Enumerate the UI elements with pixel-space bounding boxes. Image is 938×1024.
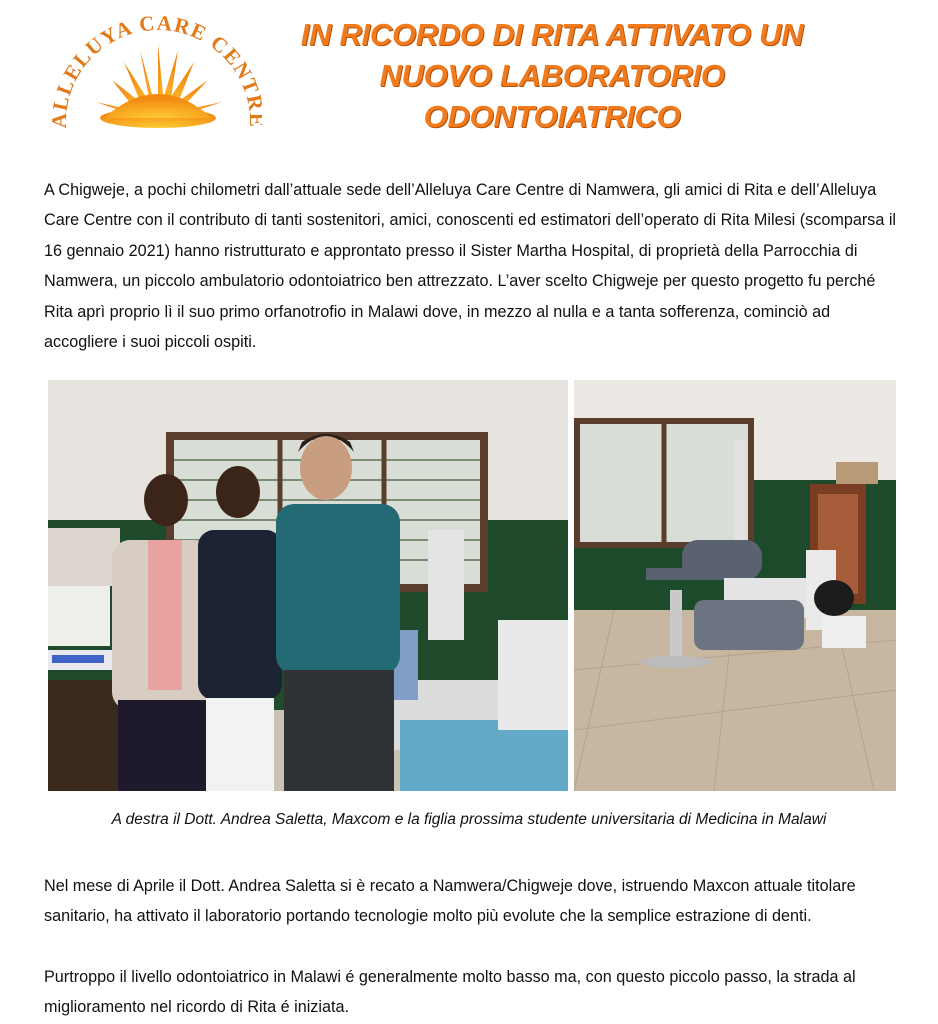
body-paragraph-1: Nel mese di Aprile il Dott. Andrea Saletta si è recato a Namwera/Chigweje dove, istruendo Maxcon attuale titolare sanitario, ha attivato il laboratorio portando tecnologie molto più evolute che la semplice estrazione di denti. <box>44 877 856 926</box>
photo-caption: A destra il Dott. Andrea Saletta, Maxcom e la figlia prossima studente universitaria di Medicina in Malawi <box>111 811 827 828</box>
page-title <box>262 14 842 137</box>
photo-dental-room <box>574 380 896 791</box>
svg-text:ALLELUYA CARE CENTRE: LELUYA CARE CENT <box>52 10 262 99</box>
sun-logo-icon <box>52 10 262 132</box>
photo-staff-portrait <box>48 380 568 791</box>
intro-paragraph: A Chigweje, a pochi chilometri dall’attuale sede dell’Alleluya Care Centre di Namwera, gli amici di Rita e dell’Alleluya Care Centre con il contributo di tanti sostenitori, amici, conoscenti ed estimatori dell’operato di Rita Milesi (scomparsa il 16 gennaio 2021) hanno ristrutturato e approntato presso il Sister Martha Hospital, di proprietà della Parrocchia di Namwera, un piccolo ambulatorio odontoiatrico ben attrezzato. L’aver scelto Chigweje per questo progetto fu perché Rita aprì proprio lì il suo primo orfanotrofio in Malawi dove, in mezzo al nulla e a tanta sofferenza, cominciò ad accogliere i suoi piccoli ospiti. <box>44 181 897 352</box>
title-line-3: ODONTOIATRICO <box>423 99 681 134</box>
body-paragraph-2: Purtroppo il livello odontoiatrico in Malawi é generalmente molto basso ma, con questo piccolo passo, la strada al miglioramento nel ricordo di Rita é iniziata. <box>44 968 856 1017</box>
title-line-1: IN RICORDO DI RITA ATTIVATO UN <box>300 17 804 52</box>
title-line-2: NUOVO LABORATORIO <box>379 58 725 93</box>
alleluya-logo <box>52 10 262 132</box>
